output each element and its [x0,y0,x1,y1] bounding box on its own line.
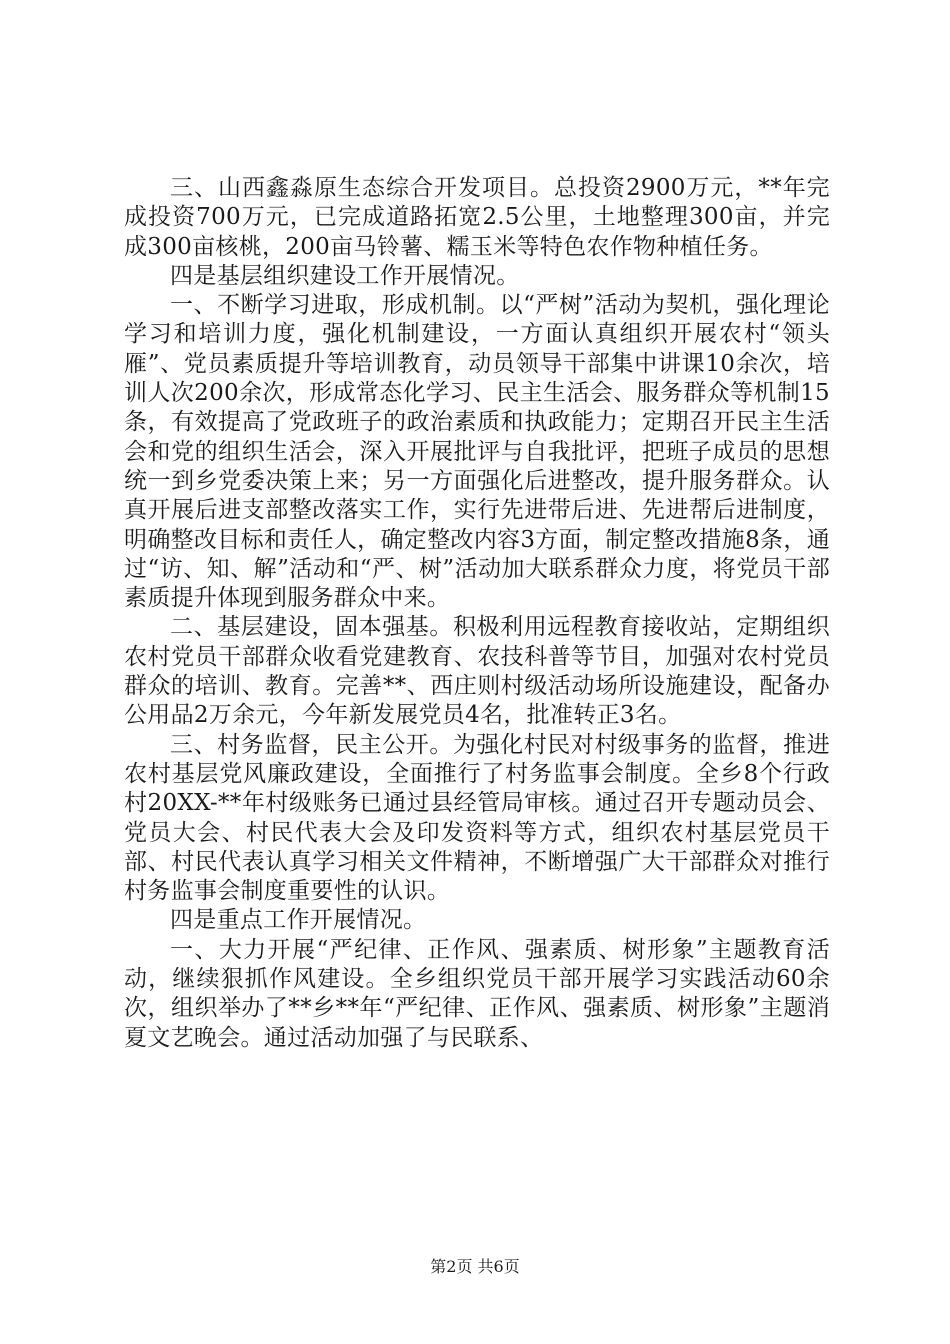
paragraph-heading-key-work: 四是重点工作开展情况。 [170,907,427,934]
paragraph-village-supervision: 三、村务监督，民主公开。为强化村民对村级事务的监督，推进农村基层党风廉政建设，全面推行了村务监事会制度。全乡8个行政村20XX-**年村级账务已通过县经管局审核。通过召开专题动员会、党员大会、村民代表大会及印发资料等方式，组织农村基层党员干部、村民代表认真学习相关文件精神，不断增强广大干部群众对推行村务监事会制度重要性的认识。 [124,731,830,905]
paragraph-heading-grassroots: 四是基层组织建设工作开展情况。 [170,262,520,289]
paragraph-grassroots-building: 二、基层建设，固本强基。积极利用远程教育接收站，定期组织农村党员干部群众收看党建教育、农技科普等节目，加强对农村党员群众的培训、教育。完善**、西庄则村级活动场所设施建设，配备办公用品2万余元，今年新发展党员4名，批准转正3名。 [124,614,830,729]
document-body [124,174,830,1053]
paragraph-theme-education: 一、大力开展“严纪律、正作风、强素质、树形象”主题教育活动，继续狠抓作风建设。全乡组织党员干部开展学习实践活动60余次，组织举办了**乡**年“严纪律、正作风、强素质、树形象”主题消夏文艺晚会。通过活动加强了与民联系、 [124,936,830,1051]
paragraph-project-three: 三、山西鑫淼原生态综合开发项目。总投资2900万元，**年完成投资700万元，已完成道路拓宽2.5公里，土地整理300亩，并完成300亩核桃，200亩马铃薯、糯玉米等特色农作物种植任务。 [124,175,830,260]
page-footer: 第2页 共6页 [430,1257,520,1276]
paragraph-learning-mechanism: 一、不断学习进取，形成机制。以“严树”活动为契机，强化理论学习和培训力度，强化机制建设，一方面认真组织开展农村“领头雁”、党员素质提升等培训教育，动员领导干部集中讲课10余次，培训人次200余次，形成常态化学习、民主生活会、服务群众等机制15条，有效提高了党政班子的政治素质和执政能力；定期召开民主生活会和党的组织生活会，深入开展批评与自我批评，把班子成员的思想统一到乡党委决策上来；另一方面强化后进整改，提升服务群众。认真开展后进支部整改落实工作，实行先进带后进、先进帮后进制度，明确整改目标和责任人，确定整改内容3方面，制定整改措施8条，通过“访、知、解”活动和“严、树”活动加大联系群众力度，将党员干部素质提升体现到服务群众中来。 [124,292,830,612]
